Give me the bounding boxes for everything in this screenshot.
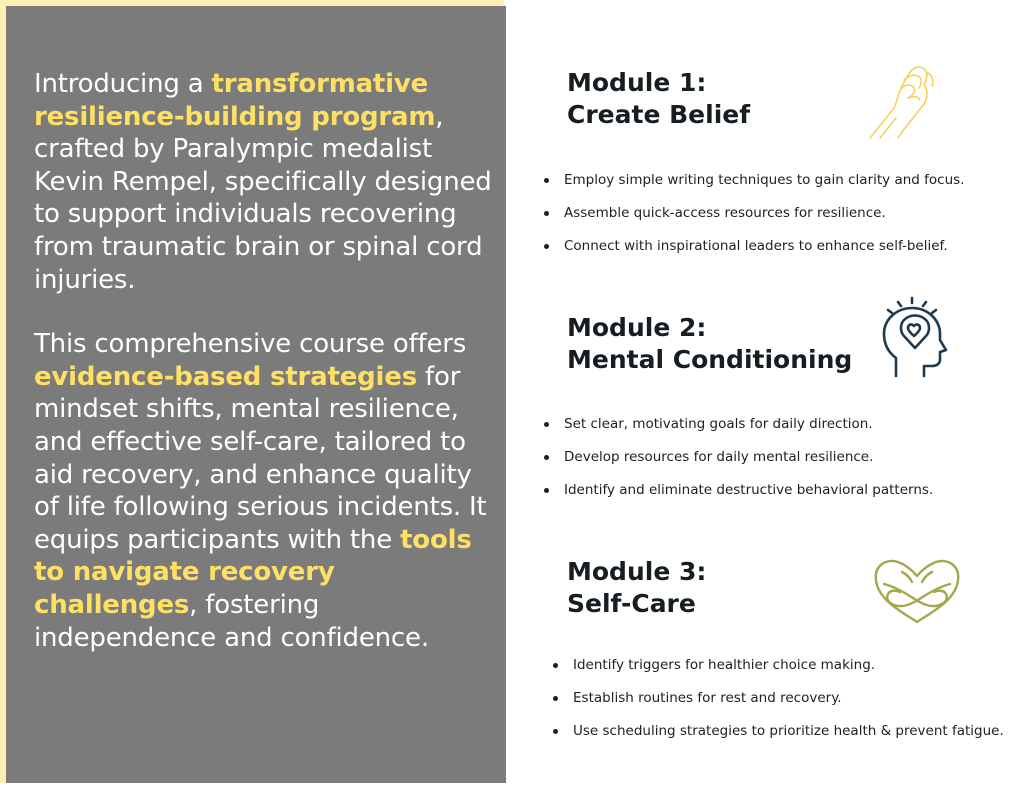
intro-paragraph-1: [34, 68, 498, 296]
module-3-title-line2: Self-Care: [567, 589, 696, 618]
module-3-title-line1: Module 3:: [567, 557, 707, 586]
module-2-bullet-list: [542, 415, 933, 514]
intro-text-span: Introducing a: [34, 69, 212, 99]
intro-text: [34, 68, 498, 654]
module-2-title: [567, 312, 852, 376]
list-item: Establish routines for rest and recovery.: [551, 689, 1004, 722]
list-item: Develop resources for daily mental resilience.: [542, 448, 933, 481]
module-1-title-line1: Module 1:: [567, 68, 707, 97]
bottom-strip: [0, 783, 1024, 791]
module-2-title-line2: Mental Conditioning: [567, 345, 853, 374]
intro-highlight-program: transformative resilience-building program: [34, 69, 436, 132]
module-3-title: [567, 556, 706, 620]
intro-highlight-tools: tools to navigate recovery challenges: [34, 524, 472, 620]
module-1-title-line2: Create Belief: [567, 100, 751, 129]
list-item: Employ simple writing techniques to gain clarity and focus.: [542, 171, 964, 204]
intro-text-span: , crafted by Paralympic medalist Kevin Rempel, specifically designed to support individuals recovering from traumatic brain or spinal cord injuries.: [34, 101, 492, 295]
intro-text-span: for mindset shifts, mental resilience, and effective self-care, tailored to aid recovery, and enhance quality of life following serious incidents. It equips participants with the: [34, 361, 487, 555]
module-1-title: [567, 67, 750, 131]
intro-text-span: , fostering independence and confidence.: [34, 589, 429, 653]
clasped-hands-icon: [864, 62, 950, 142]
self-hug-heart-icon: [872, 556, 962, 626]
module-2-title-line1: Module 2:: [567, 313, 707, 342]
list-item: Connect with inspirational leaders to enhance self-belief.: [542, 237, 964, 270]
list-item: Set clear, motivating goals for daily direction.: [542, 415, 933, 448]
intro-highlight-strategies: evidence-based strategies: [34, 361, 417, 392]
head-heart-icon: [880, 296, 952, 380]
module-3-bullet-list: [551, 656, 1004, 755]
intro-paragraph-2: [34, 328, 498, 654]
list-item: Assemble quick-access resources for resilience.: [542, 204, 964, 237]
list-item: Identify triggers for healthier choice making.: [551, 656, 1004, 689]
list-item: Use scheduling strategies to prioritize health & prevent fatigue.: [551, 722, 1004, 755]
module-1-bullet-list: [542, 171, 964, 270]
list-item: Identify and eliminate destructive behavioral patterns.: [542, 481, 933, 514]
intro-text-span: This comprehensive course offers: [34, 329, 467, 360]
